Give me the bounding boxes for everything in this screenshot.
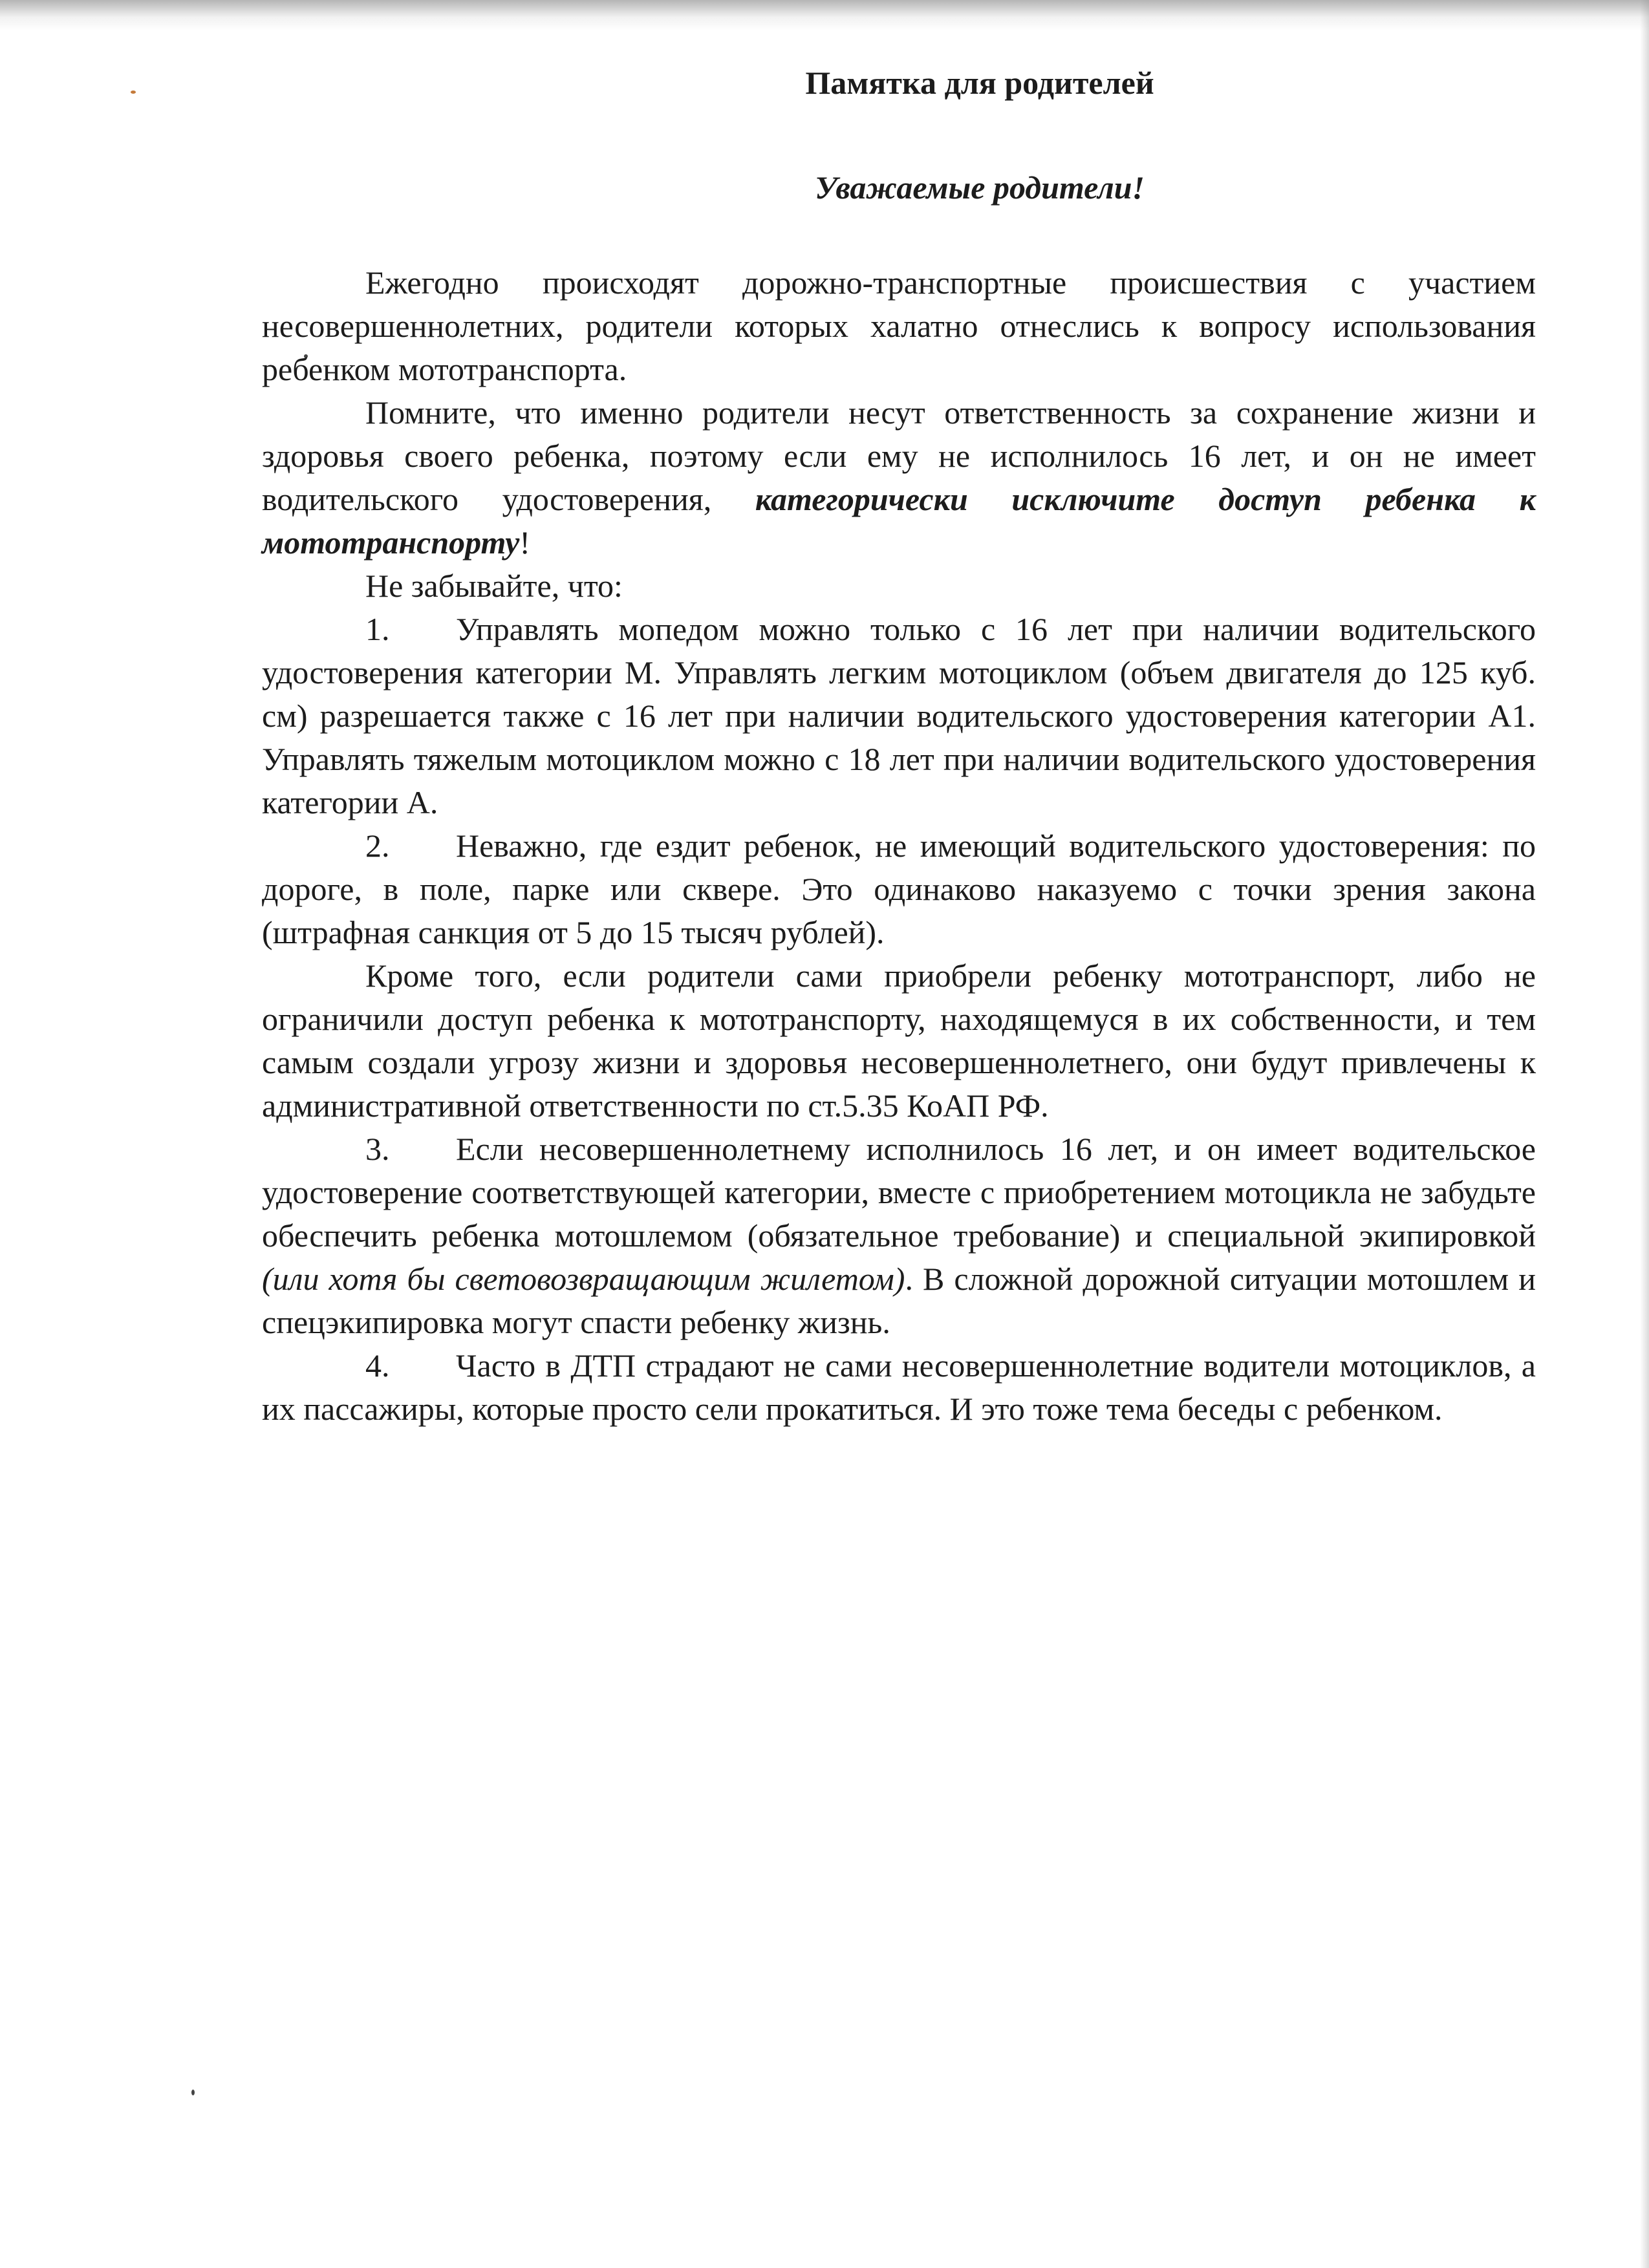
greeting: Уважаемые родители! — [814, 169, 1145, 206]
list-item — [262, 608, 1536, 824]
list-item-number: 3. — [365, 1131, 390, 1167]
list-item — [262, 1344, 1536, 1431]
remember-text: Помните, что именно родители несут ответственность за сохранение жизни и здоровья своего ребенка, поэтому если ему не исполнилось 16 лет, и он не имеет водительского удостоверения, — [262, 394, 1536, 517]
remember-paragraph — [262, 391, 1536, 564]
list-item-text-end: . В сложной дорожной ситуации мотошлем и спецэкипировка могут спасти ребенку жизнь. — [262, 1261, 1536, 1340]
dont-forget-line: Не забывайте, что: — [365, 568, 623, 604]
memo-page — [262, 58, 1536, 1431]
list-item — [262, 824, 1536, 954]
besides-paragraph: Кроме того, если родители сами приобрели ребенку мототранспорт, либо не ограничили доступ ребенка к мототранспорту, находящемуся в их собственности, и тем самым создали угрозу жизни и здоровья несовершеннолетнего, они будут привлечены к административной ответственности по ст.5.35 КоАП РФ. — [262, 957, 1536, 1124]
scan-speck — [191, 2090, 195, 2095]
list-item-number: 4. — [365, 1347, 390, 1384]
list-item-italic: (или хотя бы световозвращающим жилетом) — [262, 1261, 905, 1297]
list-item-number: 1. — [365, 611, 390, 647]
scan-speck — [131, 91, 136, 94]
scan-top-edge — [0, 0, 1649, 31]
list-item-text: Управлять мопедом можно только с 16 лет при наличии водительского удостоверения категории М. Управлять легким мотоциклом (объем двигателя до 125 куб. см) разрешается также с 16 лет при наличии водительского удостоверения категории А1. Управлять тяжелым мотоциклом можно с 18 лет при наличии водительского удостоверения категории А. — [262, 611, 1536, 820]
remember-emphasis: категорически исключите доступ ребенка к мототранспорту — [262, 481, 1536, 561]
list-item-text: Часто в ДТП страдают не сами несовершеннолетние водители мотоциклов, а их пассажиры, которые просто сели прокатиться. И это тоже тема беседы с ребенком. — [262, 1347, 1536, 1427]
remember-end: ! — [519, 524, 530, 561]
memo-title: Памятка для родителей — [805, 65, 1154, 101]
list-item-text: Неважно, где ездит ребенок, не имеющий водительского удостоверения: по дороге, в поле, парке или сквере. Это одинаково наказуемо с точки зрения закона (штрафная санкция от 5 до 15 тысяч рублей). — [262, 828, 1536, 950]
list-item-text: Если несовершеннолетнему исполнилось 16 лет, и он имеет водительское удостоверение соответствующей категории, вместе с приобретением мотоцикла не забудьте обеспечить ребенка мотошлемом (обязательное требование) и специальной экипировкой — [262, 1131, 1536, 1254]
list-item — [262, 1128, 1536, 1344]
list-item-number: 2. — [365, 828, 390, 864]
intro-paragraph: Ежегодно происходят дорожно-транспортные происшествия с участием несовершеннолетних, родители которых халатно отнеслись к вопросу использования ребенком мототранспорта. — [262, 264, 1536, 387]
scan-right-edge — [1640, 0, 1649, 2268]
